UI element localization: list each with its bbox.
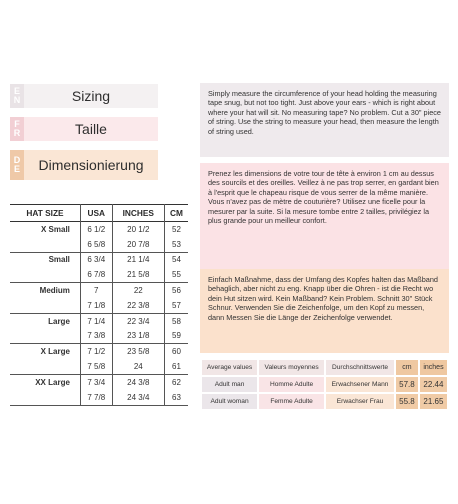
avg-header-en: Average values bbox=[202, 360, 257, 375]
size-name bbox=[10, 329, 80, 344]
avg-man-fr: Homme Adulte bbox=[259, 377, 324, 392]
header-cm: CM bbox=[170, 208, 183, 218]
size-name: X Small bbox=[10, 222, 80, 237]
size-name: Small bbox=[10, 252, 80, 267]
lang-code-fr: F R bbox=[10, 117, 24, 141]
avg-header-cm: cm bbox=[396, 360, 418, 375]
instructions-en-text: Simply measure the circumference of your head holding the measuring tape snug, but not too tight. Just above your ears - which is right about where your hat will sit. No measuring tape? No problem. Cut a 30" piece of string. Use the string to measure your head, then measure the length of string used. bbox=[208, 89, 441, 136]
inches-size: 23 1/8 bbox=[112, 329, 164, 344]
size-name: Large bbox=[10, 313, 80, 328]
instructions-fr-text: Prenez les dimensions de votre tour de tête à environ 1 cm au dessus des sourcils et des oreilles. Veillez à ne pas trop serrer, en gardant bien à l'esprit que le chapeau risque de vous serrer de la même manière. Vous n'avez pas de mètre de couturière? Utilisez une ficelle pour la mesurer par la suite. Si la mesure tombe entre 2 tailles, privilégiez la plus grande pour un meilleur confort. bbox=[208, 169, 439, 226]
usa-size: 7 3/8 bbox=[80, 329, 112, 344]
size-row bbox=[10, 344, 188, 359]
cm-size: 55 bbox=[164, 267, 188, 282]
size-name bbox=[10, 267, 80, 282]
lang-code-de: D E bbox=[10, 150, 24, 180]
inches-size: 21 1/4 bbox=[112, 252, 164, 267]
avg-woman-fr: Femme Adulte bbox=[259, 394, 324, 409]
size-row bbox=[10, 252, 188, 267]
avg-man-de: Erwachsener Mann bbox=[326, 377, 394, 392]
lang-box-en bbox=[10, 84, 158, 108]
cm-size: 52 bbox=[172, 224, 181, 234]
size-row bbox=[10, 283, 188, 298]
average-values-table bbox=[200, 358, 449, 411]
avg-man-inches: 22.44 bbox=[420, 377, 447, 392]
inches-size: 20 7/8 bbox=[112, 237, 164, 252]
inches-size: 21 5/8 bbox=[112, 267, 164, 282]
size-name: X Large bbox=[10, 344, 80, 359]
usa-size: 6 7/8 bbox=[80, 267, 112, 282]
cm-size: 62 bbox=[172, 377, 181, 387]
inches-size: 24 3/4 bbox=[112, 390, 164, 405]
size-table-header bbox=[10, 205, 188, 222]
avg-man-cm: 57.8 bbox=[396, 377, 418, 392]
average-header-row bbox=[202, 360, 447, 375]
lang-label-en: Sizing bbox=[24, 84, 158, 108]
size-name bbox=[10, 359, 80, 374]
size-name bbox=[10, 298, 80, 313]
cm-size: 59 bbox=[164, 329, 188, 344]
cm-size: 63 bbox=[164, 390, 188, 405]
size-row bbox=[10, 359, 188, 374]
header-usa: USA bbox=[80, 205, 112, 222]
instructions-en bbox=[200, 83, 449, 157]
cm-size: 61 bbox=[164, 359, 188, 374]
avg-woman-de: Erwachser Frau bbox=[326, 394, 394, 409]
avg-woman-en: Adult woman bbox=[202, 394, 257, 409]
average-row-man bbox=[202, 377, 447, 392]
size-row bbox=[10, 374, 188, 389]
header-inches: INCHES bbox=[112, 205, 164, 222]
inches-size: 23 5/8 bbox=[112, 344, 164, 359]
lang-box-de bbox=[10, 150, 158, 180]
cm-size: 54 bbox=[172, 255, 181, 265]
instructions-de bbox=[200, 269, 449, 353]
cm-size: 57 bbox=[164, 298, 188, 313]
lang-label-fr: Taille bbox=[24, 117, 158, 141]
average-row-woman bbox=[202, 394, 447, 409]
avg-woman-inches: 21.65 bbox=[420, 394, 447, 409]
size-row bbox=[10, 313, 188, 328]
avg-header-fr: Valeurs moyennes bbox=[259, 360, 324, 375]
inches-size: 22 3/4 bbox=[112, 313, 164, 328]
usa-size: 7 1/2 bbox=[80, 344, 112, 359]
usa-size: 7 1/4 bbox=[80, 313, 112, 328]
usa-size: 7 3/4 bbox=[80, 374, 112, 389]
usa-size: 7 5/8 bbox=[80, 359, 112, 374]
cm-size: 58 bbox=[172, 316, 181, 326]
size-row bbox=[10, 298, 188, 313]
avg-header-inches: inches bbox=[420, 360, 447, 375]
size-table-body bbox=[10, 222, 188, 406]
inches-size: 22 3/8 bbox=[112, 298, 164, 313]
size-row bbox=[10, 329, 188, 344]
size-table bbox=[10, 204, 188, 406]
avg-header-de: Durchschnittswerte bbox=[326, 360, 394, 375]
inches-size: 20 1/2 bbox=[112, 222, 164, 237]
usa-size: 7 bbox=[80, 283, 112, 298]
header-hat-size: HAT SIZE bbox=[10, 205, 80, 222]
size-row bbox=[10, 267, 188, 282]
lang-label-de: Dimensionierung bbox=[24, 150, 158, 180]
avg-man-en: Adult man bbox=[202, 377, 257, 392]
instructions-de-text: Einfach Maßnahme, dass der Umfang des Kopfes halten das Maßband behaglich, aber nicht zu eng. Knapp über die Ohren - ist die Recht wo dein Hut sitzen wird. Kein Maßband? Kein Problem. Schnitt 30" Stück Schnur. Verwenden Sie die Zeichenfolge, um den Kopf zu messen, dann Messen Sie die Länge der Zeichenfolge verwendet. bbox=[208, 275, 438, 322]
size-row bbox=[10, 390, 188, 405]
size-row bbox=[10, 237, 188, 252]
usa-size: 6 5/8 bbox=[80, 237, 112, 252]
size-name: XX Large bbox=[10, 374, 80, 389]
inches-size: 24 bbox=[112, 359, 164, 374]
usa-size: 6 1/2 bbox=[80, 222, 112, 237]
inches-size: 24 3/8 bbox=[112, 374, 164, 389]
cm-size: 53 bbox=[164, 237, 188, 252]
cm-size: 60 bbox=[172, 347, 181, 357]
size-name bbox=[10, 237, 80, 252]
size-name: Medium bbox=[10, 283, 80, 298]
instructions-fr bbox=[200, 163, 449, 269]
usa-size: 7 7/8 bbox=[80, 390, 112, 405]
avg-woman-cm: 55.8 bbox=[396, 394, 418, 409]
lang-code-en: E N bbox=[10, 84, 24, 108]
usa-size: 7 1/8 bbox=[80, 298, 112, 313]
usa-size: 6 3/4 bbox=[80, 252, 112, 267]
size-row bbox=[10, 222, 188, 237]
lang-box-fr bbox=[10, 117, 158, 141]
size-name bbox=[10, 390, 80, 405]
cm-size: 56 bbox=[172, 286, 181, 296]
inches-size: 22 bbox=[112, 283, 164, 298]
